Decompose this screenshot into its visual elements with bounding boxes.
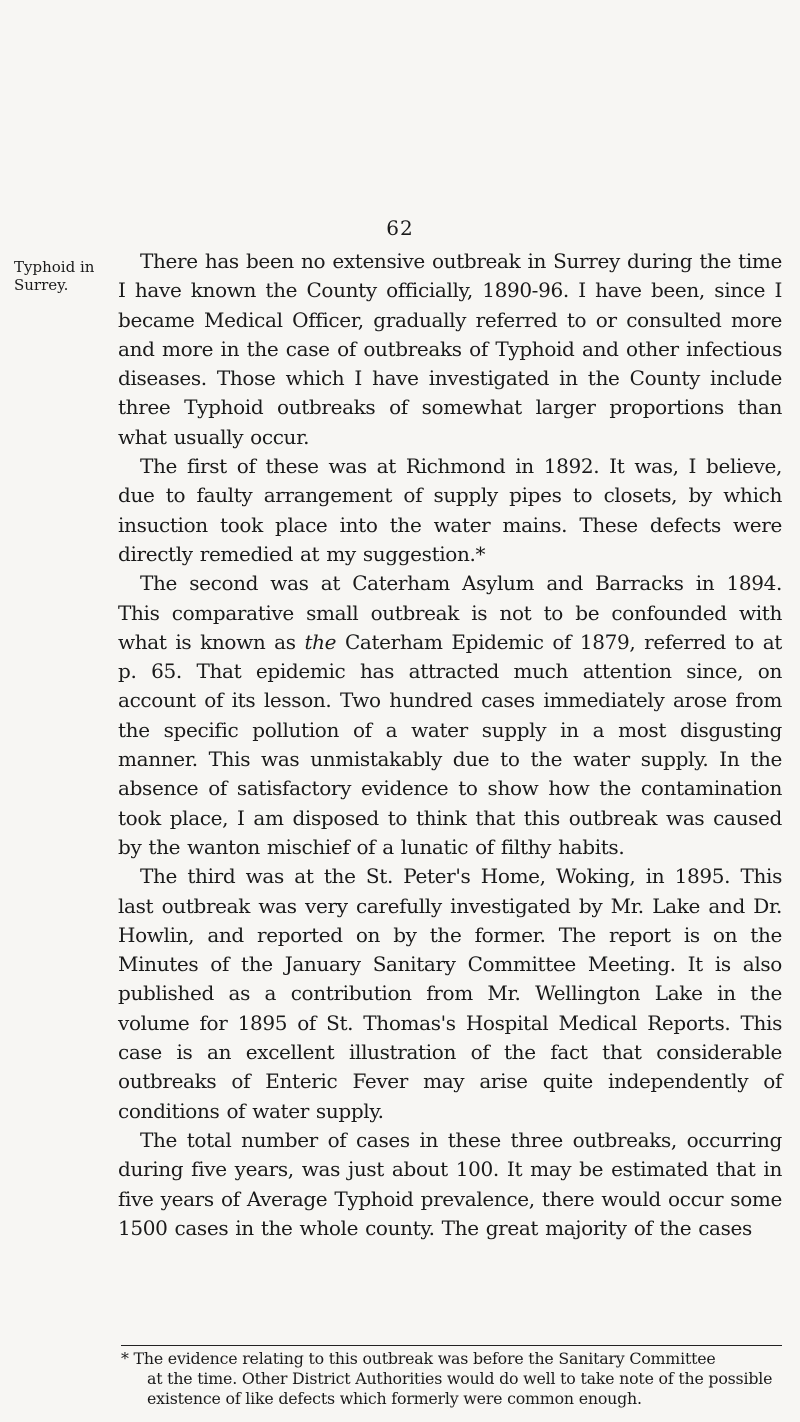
paragraph-3-end: Caterham Epidemic of 1879, referred to at p. 65. That epidemic has attracted much attention since, on account of its lesson. Two hundred cases immediately arose from the specific pollution of a water supply in a most disgusting manner. This was unmistakably due to the water supply. In the absence of satisfactory evidence to show how the contamination took place, I am disposed to think that this outbreak was caused by the wanton mischief of a lunatic of filthy habits.	[118, 629, 782, 859]
paragraph-3-start: The second was at Caterham Asylum and Barracks in 1894. This comparative small outbreak is not to be confounded with what is known as	[118, 571, 782, 654]
paragraph-2: The first of these was at Richmond in 1892. It was, I believe, due to faulty arrangement of supply pipes to closets, by which insuction took place into the water mains. These defects were directly remedied at my suggestion.*	[118, 454, 782, 566]
paragraph-5: The total number of cases in these three outbreaks, occurring during five years, was just about 100. It may be estimated that in five years of Average Typhoid prevalence, there would occur some 1500 cases in the whole county. The great majority of the cases	[118, 1127, 782, 1240]
footnote-continuation: at the time. Other District Authorities would do well to take note of the possible existence of like defects which formerly were common enough.	[147, 1369, 773, 1408]
page-number: 62	[386, 216, 414, 240]
paragraph-4: The third was at the St. Peter's Home, Woking, in 1895. This last outbreak was very carefully investigated by Mr. Lake and Dr. Howlin, and reported on by the former. The report is on the Minutes of the January Sanitary Committee Meeting. It is also published as a contribution from Mr. Wellington Lake in the volume for 1895 of St. Thomas's Hospital Medical Reports. This case is an excellent illustration of the fact that considerable outbreaks of Enteric Fever may arise quite independently of conditions of water supply.	[118, 864, 782, 1123]
main-text	[118, 247, 782, 1243]
footnote-divider	[121, 1345, 782, 1346]
footnote-first-line	[121, 1349, 782, 1369]
italic-the: the	[304, 629, 337, 654]
paragraph-1: There has been no extensive outbreak in Surrey during the time I have known the County officially, 1890-96. I have been, since I became Medical Officer, gradually referred to or consulted more and more in the case of outbreaks of Typhoid and other infectious diseases. Those which I have investigated in the County include three Typhoid outbreaks of somewhat larger proportions than what usually occur.	[118, 249, 782, 449]
margin-note: Typhoid in Surrey.	[14, 258, 95, 294]
footnote	[121, 1349, 782, 1409]
paragraph-3	[118, 569, 782, 862]
footnote-line-1: The evidence relating to this outbreak was before the Sanitary Committee	[133, 1349, 716, 1368]
footnote-marker: *	[121, 1349, 129, 1368]
